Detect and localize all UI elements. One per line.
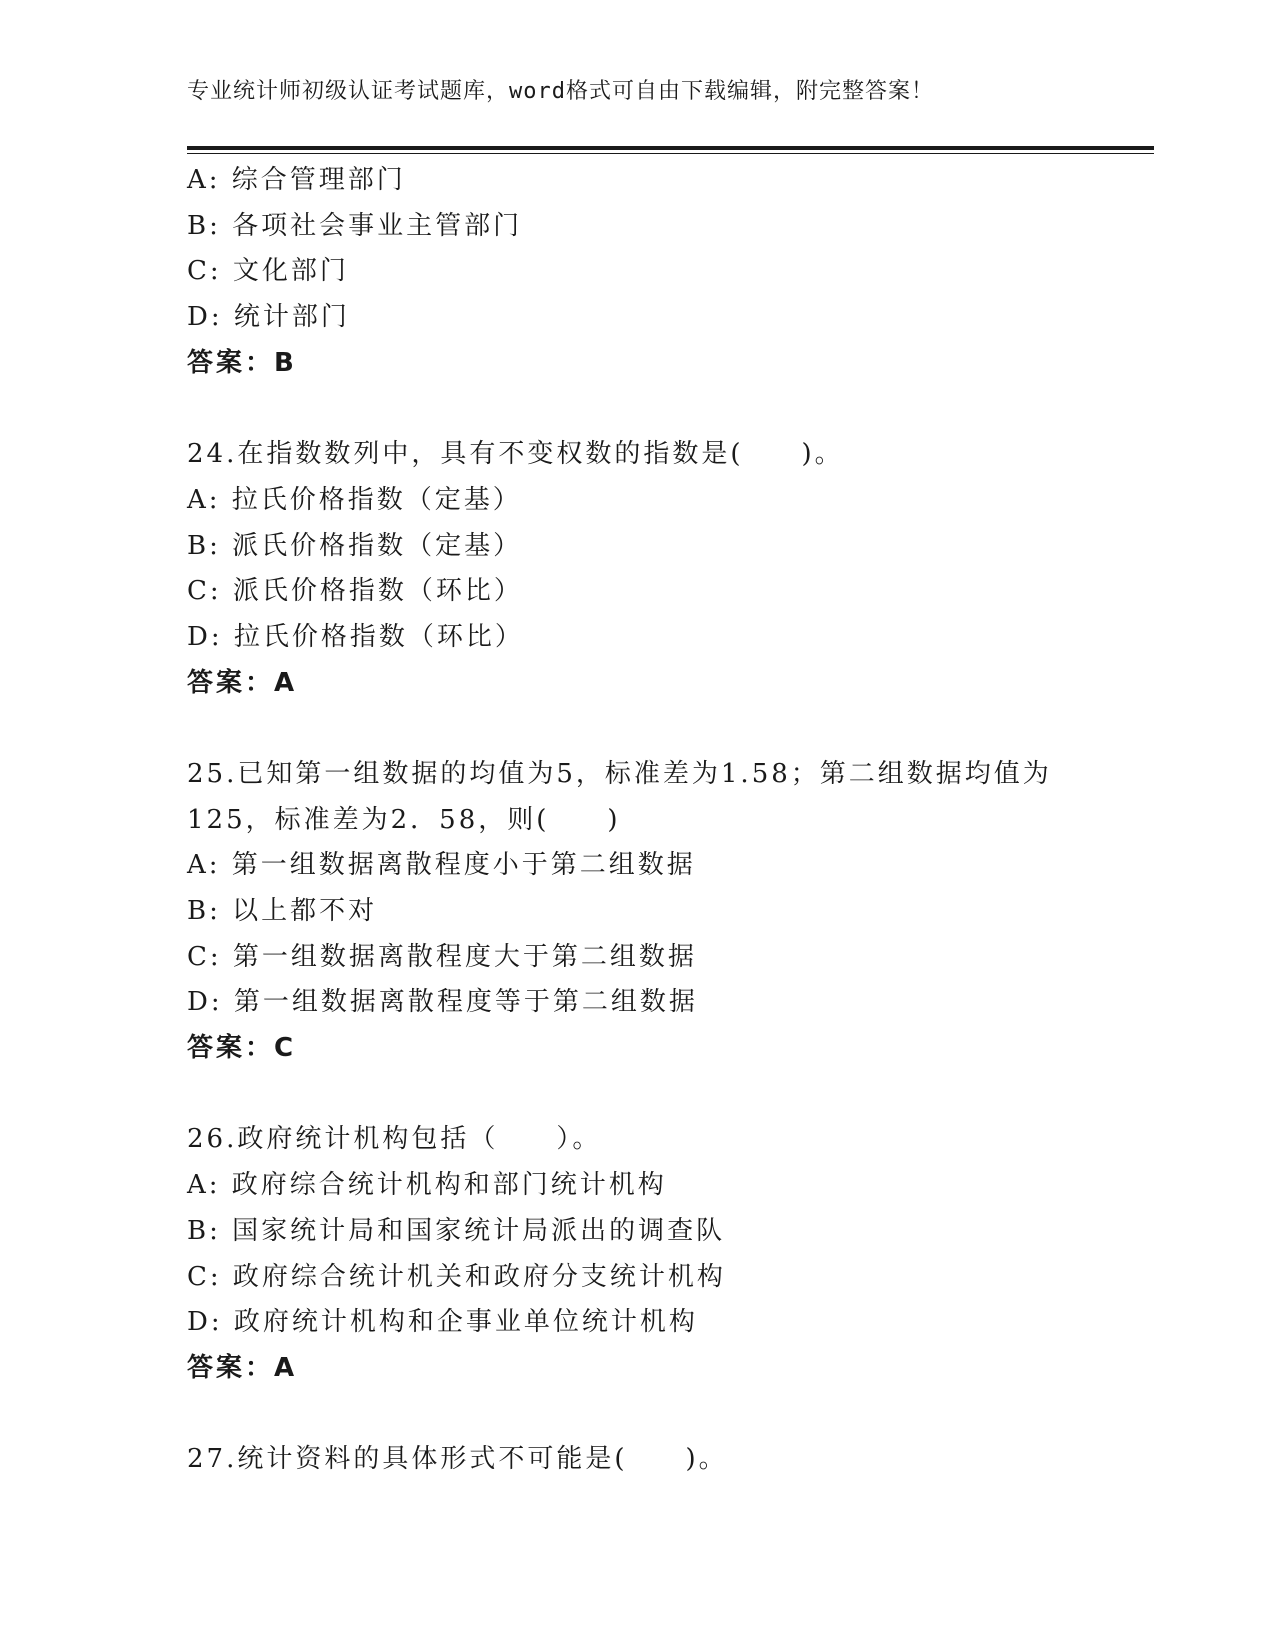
- option-b: B: 以上都不对: [187, 896, 378, 926]
- spacer: [187, 706, 1154, 752]
- spacer: [187, 1072, 1154, 1118]
- option-c: C: 政府综合统计机关和政府分支统计机构: [187, 1261, 726, 1292]
- option-d: D: 第一组数据离散程度等于第二组数据: [187, 987, 698, 1018]
- option-c: C: 第一组数据离散程度大于第二组数据: [187, 941, 697, 972]
- question-26: [187, 1117, 1154, 1391]
- answer: 答案：A: [187, 1352, 298, 1383]
- spacer: [187, 386, 1154, 432]
- question-stem: 27.统计资料的具体形式不可能是( )。: [187, 1444, 728, 1475]
- header-rule-thin: [187, 153, 1154, 154]
- spacer: [187, 1392, 1154, 1438]
- question-stem: 26.政府统计机构包括（ ）。: [187, 1124, 602, 1155]
- answer: 答案：A: [187, 667, 298, 698]
- question-25: [187, 752, 1154, 1072]
- option-a: A: 政府综合统计机构和部门统计机构: [187, 1170, 667, 1201]
- question-stem-line-1: 25.已知第一组数据的均值为5，标准差为1.58；第二组数据均值为: [187, 758, 1052, 789]
- header-rule-thick: [187, 146, 1154, 150]
- option-d: D: 政府统计机构和企事业单位统计机构: [187, 1307, 698, 1338]
- question-stem: 24.在指数数列中，具有不变权数的指数是( )。: [187, 439, 844, 470]
- option-d: D: 统计部门: [187, 302, 350, 333]
- option-b: B: 各项社会事业主管部门: [187, 210, 523, 241]
- question-stem-line-2: 125，标准差为2．58，则( ): [187, 804, 621, 835]
- page-header: 专业统计师初级认证考试题库，word格式可自由下载编辑，附完整答案！: [187, 79, 934, 104]
- option-b: B: 派氏价格指数（定基）: [187, 530, 523, 561]
- question-27: [187, 1437, 1154, 1483]
- answer: 答案：C: [187, 1033, 297, 1064]
- option-a: A: 第一组数据离散程度小于第二组数据: [187, 850, 696, 881]
- option-a: A: 综合管理部门: [187, 165, 406, 195]
- question-23-continued: [187, 158, 1154, 386]
- option-d: D: 拉氏价格指数（环比）: [187, 621, 524, 652]
- option-b: B: 国家统计局和国家统计局派出的调查队: [187, 1215, 726, 1246]
- option-c: C: 文化部门: [187, 256, 349, 287]
- option-c: C: 派氏价格指数（环比）: [187, 576, 523, 607]
- answer: 答案：B: [187, 347, 297, 378]
- option-a: A: 拉氏价格指数（定基）: [187, 484, 522, 515]
- question-24: [187, 432, 1154, 706]
- question-list: [187, 158, 1154, 1483]
